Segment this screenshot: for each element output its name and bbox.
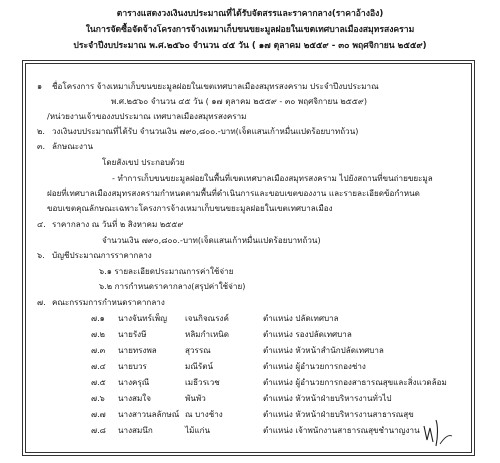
reference-price-date: ราคากลาง ณ วันที่ ๒ สิงหาคม ๒๕๕๙ xyxy=(52,219,184,229)
work-description-1: - ทำการเก็บขนขยะมูลฝอยในพื้นที่เขตเทศบาลเมืองสมุทรสงคราม ไปยังสถานที่ขนถ่ายขยะมูล xyxy=(112,173,433,183)
committee-first-name: นางสมนึก xyxy=(118,425,153,435)
committee-number: ๗.๗ xyxy=(91,409,106,419)
committee-number: ๗.๒ xyxy=(91,329,105,339)
committee-position: ตำแหน่ง ผู้อำนวยการกองช่าง xyxy=(263,361,366,371)
section-1-number: ๑ xyxy=(37,81,43,91)
section-2-number: ๒. xyxy=(37,126,45,136)
committee-position: ตำแหน่ง หัวหน้าสำนักปลัดเทศบาล xyxy=(263,345,384,355)
committee-last-name: เมธีวรเวช xyxy=(185,377,220,387)
committee-number: ๗.๑ xyxy=(91,313,105,323)
work-description-2: ฝอยที่เทศบาลเมืองสมุทรสงครามกำหนดตามพื้นที่ดำเนินการและขอบเขตของงาน และรายละเอียดข้อกำหนด xyxy=(47,188,420,198)
header-line-1: ตารางแสดงวงเงินงบประมาณที่ได้รับจัดสรรและราคากลาง(ราคาอ้างอิง) xyxy=(116,9,384,19)
project-name: ชื่อโครงการ จ้างเหมาเก็บขนขยะมูลฝอยในเขตเทศบาลเมืองสมุทรสงคราม ประจำปีงบประมาณ xyxy=(52,81,379,91)
committee-first-name: นางจันทร์เพ็ญ xyxy=(118,313,167,323)
committee-first-name: นางสมใจ xyxy=(118,393,151,403)
committee-position: ตำแหน่ง เจ้าพนักงานสาธารณสุขชำนาญงาน xyxy=(263,425,420,435)
committee-position: ตำแหน่ง ผู้อำนวยการกองสาธารณสุขและสิ่งแวดล้อม xyxy=(263,377,447,387)
committee-position: ตำแหน่ง หัวหน้าฝ่ายบริหารงานสาธารณสุข xyxy=(263,409,414,419)
project-period: พ.ศ.๒๕๖๐ จำนวน ๔๕ วัน ( ๑๗ ตุลาคม ๒๕๕๙ - ๓๐ พฤศจิกายน ๒๕๕๙) xyxy=(111,96,367,106)
reference-price-amount: จำนวนเงิน ๗๙๐,๘๐๐.-บาท(เจ็ดแสนเก้าหมื่นแปดร้อยบาทถ้วน) xyxy=(102,235,321,245)
section-4-number: ๔. xyxy=(37,219,46,229)
committee-first-name: นายบวร xyxy=(118,361,147,371)
committee-number: ๗.๖ xyxy=(91,393,105,403)
committee-last-name: หลิมกำเหนิด xyxy=(185,329,229,339)
header-line-2: ในการจัดซื้อจัดจ้างโครงการจ้างเหมาเก็บขนขยะมูลฝอยในเขตเทศบาลเมืองสมุทรสงคราม xyxy=(85,25,415,35)
price-estimate-item-1: ๖.๑ รายละเอียดประมาณการค่าใช้จ่าย xyxy=(99,266,234,276)
committee-first-name: นางครุณี xyxy=(118,377,150,387)
work-nature-label: ลักษณะงาน xyxy=(52,141,94,151)
committee-position: ตำแหน่ง หัวหน้าฝ่ายบริหารงานทั่วไป xyxy=(263,393,392,403)
price-estimate-item-2: ๖.๒ การกำหนดราคากลาง(สรุปค่าใช้จ่าย) xyxy=(99,281,246,291)
price-estimate-label: บัญชีประมาณการราคากลาง xyxy=(52,250,152,260)
committee-last-name: สุวรรณ xyxy=(185,345,211,355)
committee-last-name: พันพัว xyxy=(185,393,206,403)
committee-last-name: ณ บางช้าง xyxy=(185,409,223,419)
committee-last-name: ไม้แก่น xyxy=(185,425,211,435)
committee-number: ๗.๔ xyxy=(91,361,106,371)
committee-label: คณะกรรมการกำหนดราคากลาง xyxy=(52,297,165,307)
committee-number: ๗.๓ xyxy=(91,345,106,355)
budget-owner: /หน่วยงานเจ้าของงบประมาณ เทศบาลเมืองสมุทรสงคราม xyxy=(47,111,247,121)
committee-last-name: เจนกิจณรงค์ xyxy=(185,313,229,323)
section-6-number: ๖. xyxy=(37,250,45,260)
budget-amount: วงเงินงบประมาณที่ได้รับ จำนวนเงิน ๗๙๐,๘๐๐.-บาท(เจ็ดแสนเก้าหมื่นแปดร้อยบาทถ้วน) xyxy=(52,126,359,136)
signature-mark xyxy=(418,416,458,450)
header-line-3: ประจำปีงบประมาณ พ.ศ.๒๕๖๐ จำนวน ๔๕ วัน ( ๑๗ ตุลาคม ๒๕๕๙ - ๓๐ พฤศจิกายน ๒๕๕๙) xyxy=(73,41,427,51)
committee-first-name: นางสาวนลลักษณ์ xyxy=(118,409,180,419)
committee-position: ตำแหน่ง ปลัดเทศบาล xyxy=(263,313,339,323)
work-description-3: ขอบเขตคุณลักษณะเฉพาะโครงการจ้างเหมาเก็บขนขยะมูลฝอยในเขตเทศบาลเมือง xyxy=(47,203,333,213)
committee-position: ตำแหน่ง รองปลัดเทศบาล xyxy=(263,329,352,339)
section-3-number: ๓. xyxy=(37,141,46,151)
section-7-number: ๗. xyxy=(37,297,46,307)
committee-last-name: มณีรัตน์ xyxy=(185,361,213,371)
committee-number: ๗.๕ xyxy=(91,377,106,387)
committee-first-name: นายรังษี xyxy=(118,329,147,339)
committee-number: ๗.๘ xyxy=(91,425,106,435)
work-summary-label: โดยสังเขป ประกอบด้วย xyxy=(102,157,185,167)
committee-first-name: นายทรงพล xyxy=(118,345,157,355)
